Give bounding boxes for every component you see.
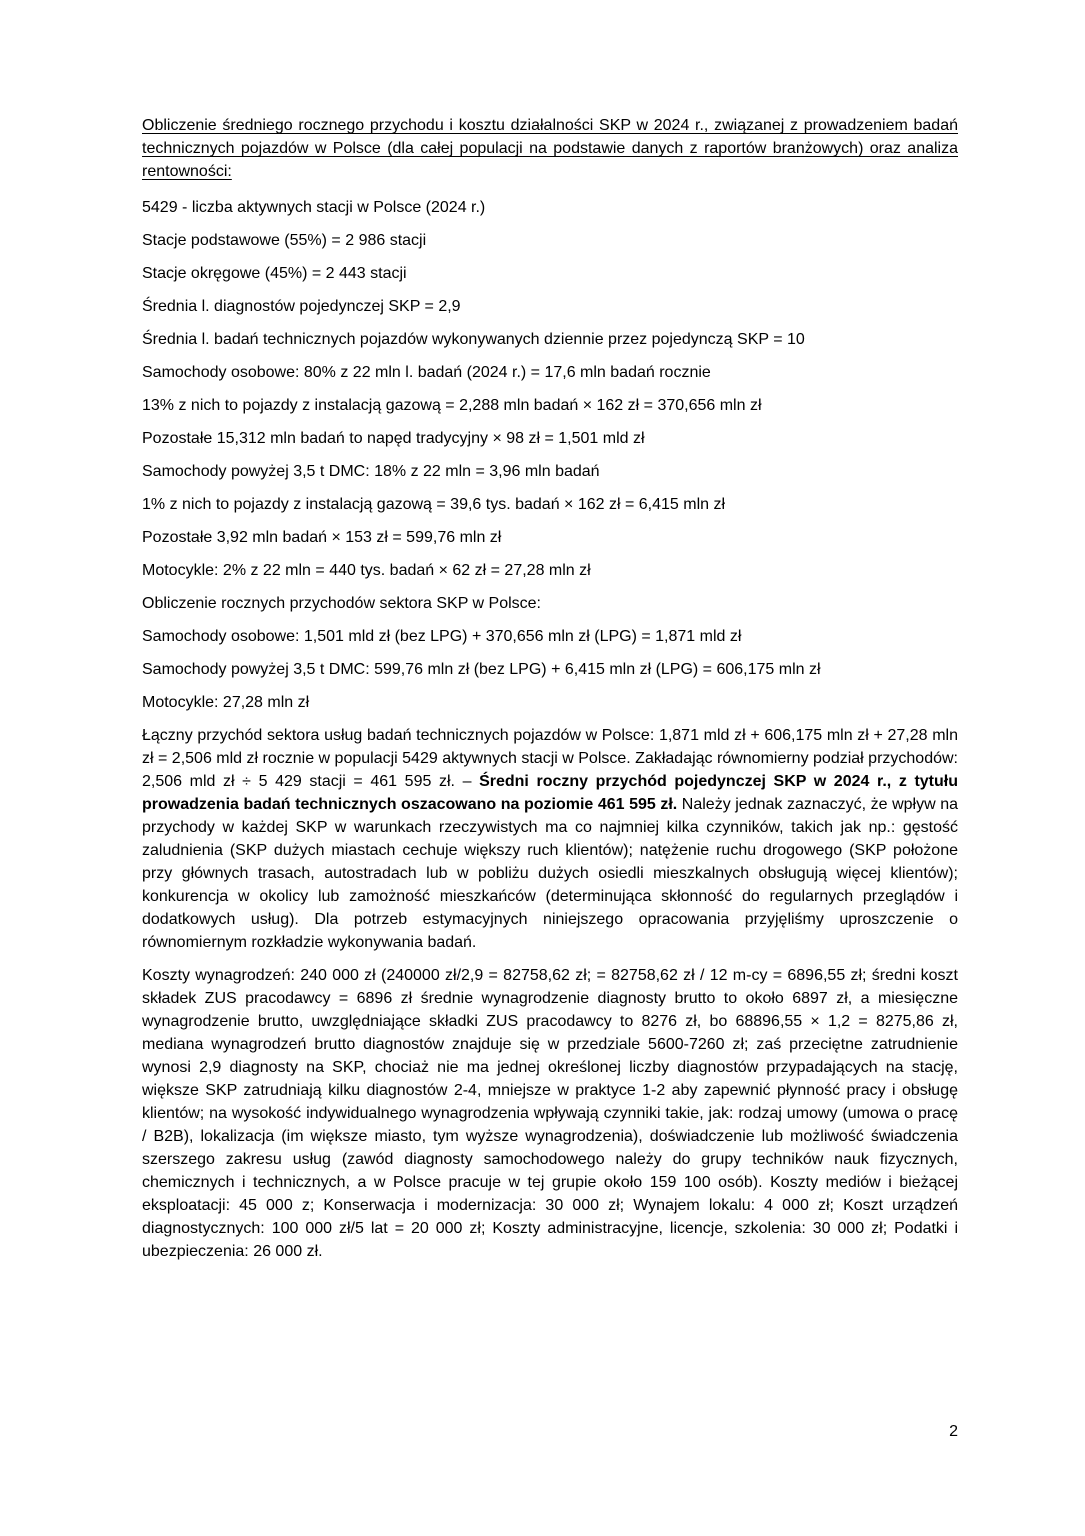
calc-line-avg-daily-inspections: Średnia l. badań technicznych pojazdów wykonywanych dziennie przez pojedynczą SKP = 10 [142,331,805,348]
calc-line-basic-stations: Stacje podstawowe (55%) = 2 986 stacji [142,232,427,249]
calc-line-revenue-trucks: Samochody powyżej 3,5 t DMC: 599,76 mln zł (bez LPG) + 6,415 mln zł (LPG) = 606,175 mln zł [142,661,821,678]
calc-line-traditional-cars: Pozostałe 15,312 mln badań to napęd tradycyjny × 98 zł = 1,501 mld zł [142,430,645,447]
revenue-summary-bold-conclusion: Średni roczny przychód pojedynczej SKP w 2024 r., z tytułu prowadzenia badań technicznych oszacowano na poziomie 461 595 zł. [142,773,958,813]
document-body [142,114,958,1273]
calc-line-lpg-trucks: 1% z nich to pojazdy z instalacją gazową = 39,6 tys. badań × 162 zł = 6,415 mln zł [142,496,726,513]
document-title: Obliczenie średniego rocznego przychodu i kosztu działalności SKP w 2024 r., związanej z prowadzeniem badań technicznych pojazdów w Polsce (dla całej populacji na podstawie danych z raportów branżowych) oraz analiza rentowności: [142,117,958,180]
calc-line-district-stations: Stacje okręgowe (45%) = 2 443 stacji [142,265,407,282]
calc-line-revenue-header: Obliczenie rocznych przychodów sektora SKP w Polsce: [142,595,541,612]
revenue-summary-caveats: Należy jednak zaznaczyć, że wpływ na przychody w każdej SKP w warunkach rzeczywistych ma co najmniej kilka czynników, takich jak np.: gęstość zaludnienia (SKP dużych miastach cechuje większy ruch klientów); natężenie ruchu drogowego (SKP położone przy głównych trasach, autostradach lub w pobliżu dużych osiedli mieszkalnych obsługują więcej klientów); konkurencja w okolicy lub zamożność mieszkańców (determinująca skłonność do regularnych przeglądów i dodatkowych usług). Dla potrzeb estymacyjnych niniejszego opracowania przyjęliśmy uproszczenie o równomiernym rozkładzie wykonywania badań. [142,796,959,951]
revenue-summary-text: Łączny przychód sektora usług badań technicznych pojazdów w Polsce: 1,871 mld zł + 606,175 mln zł + 27,28 mln zł = 2,506 mld zł rocznie w populacji 5429 aktywnych stacji w Polsce. Zakładając równomierny podział przychodów: 2,506 mld zł ÷ 5 429 stacji = 461 595 zł. – [142,727,958,790]
calc-line-revenue-cars: Samochody osobowe: 1,501 mld zł (bez LPG) + 370,656 mln zł (LPG) = 1,871 mld zł [142,628,742,645]
costs-paragraph: Koszty wynagrodzeń: 240 000 zł (240000 zł/2,9 = 82758,62 zł; = 82758,62 zł / 12 m-cy = 6896,55 zł; średni koszt składek ZUS pracodawcy = 6896 zł średnie wynagrodzenie diagnosty brutto to około 6897 zł, a miesięczne wynagrodzenie brutto, uwzględniające składki ZUS pracodawcy to 8276 zł, bo 68896,55 × 1,2 = 8275,86 zł, mediana wynagrodzeń brutto diagnostów znajduje się w przedziale 5600-7260 zł; zaś przeciętne zatrudnienie wynosi 2,9 diagnosty na SKP, chociaż nie ma jednej określonej liczby diagnostów przypadających na stację, większe SKP zatrudniają kilku diagnostów 2-4, mniejsze w praktyce 1-2 aby zapewnić płynność pracy i obsługę klientów; na wysokość indywidualnego wynagrodzenia wpływają czynniki takie, jak: rodzaj umowy (umowa o pracę / B2B), lokalizacja (im większe miasto, tym wyższe wynagrodzenia), doświadczenie lub możliwość świadczenia szerszego zakresu usług (zawód diagnosty samochodowego należy do grupy techników nauk fizycznych, chemicznych i technicznych, a w Polsce pracuje w tej grupie około 159 100 osób). Koszty mediów i bieżącej eksploatacji: 45 000 z; Konserwacja i modernizacja: 30 000 zł; Wynajem lokalu: 4 000 zł; Koszt urządzeń diagnostycznych: 100 000 zł/5 lat = 20 000 zł; Koszty administracyjne, licencje, szkolenia: 30 000 zł; Podatki i ubezpieczenia: 26 000 zł. [142,967,958,1260]
calc-line-revenue-motorcycles: Motocykle: 27,28 mln zł [142,694,310,711]
calc-line-passenger-cars: Samochody osobowe: 80% z 22 mln l. badań (2024 r.) = 17,6 mln badań rocznie [142,364,711,381]
calc-line-trucks: Samochody powyżej 3,5 t DMC: 18% z 22 mln = 3,96 mln badań [142,463,600,480]
calc-line-avg-diagnosticians: Średnia l. diagnostów pojedynczej SKP = 2,9 [142,298,461,315]
calc-line-motorcycles: Motocykle: 2% z 22 mln = 440 tys. badań × 62 zł = 27,28 mln zł [142,562,591,579]
calc-line-stations-total: 5429 - liczba aktywnych stacji w Polsce (2024 r.) [142,199,486,216]
calc-line-lpg-cars: 13% z nich to pojazdy z instalacją gazową = 2,288 mln badań × 162 zł = 370,656 mln zł [142,397,762,414]
page-number: 2 [949,1423,958,1440]
revenue-summary-paragraph [142,724,958,954]
calc-line-other-trucks: Pozostałe 3,92 mln badań × 153 zł = 599,76 mln zł [142,529,502,546]
